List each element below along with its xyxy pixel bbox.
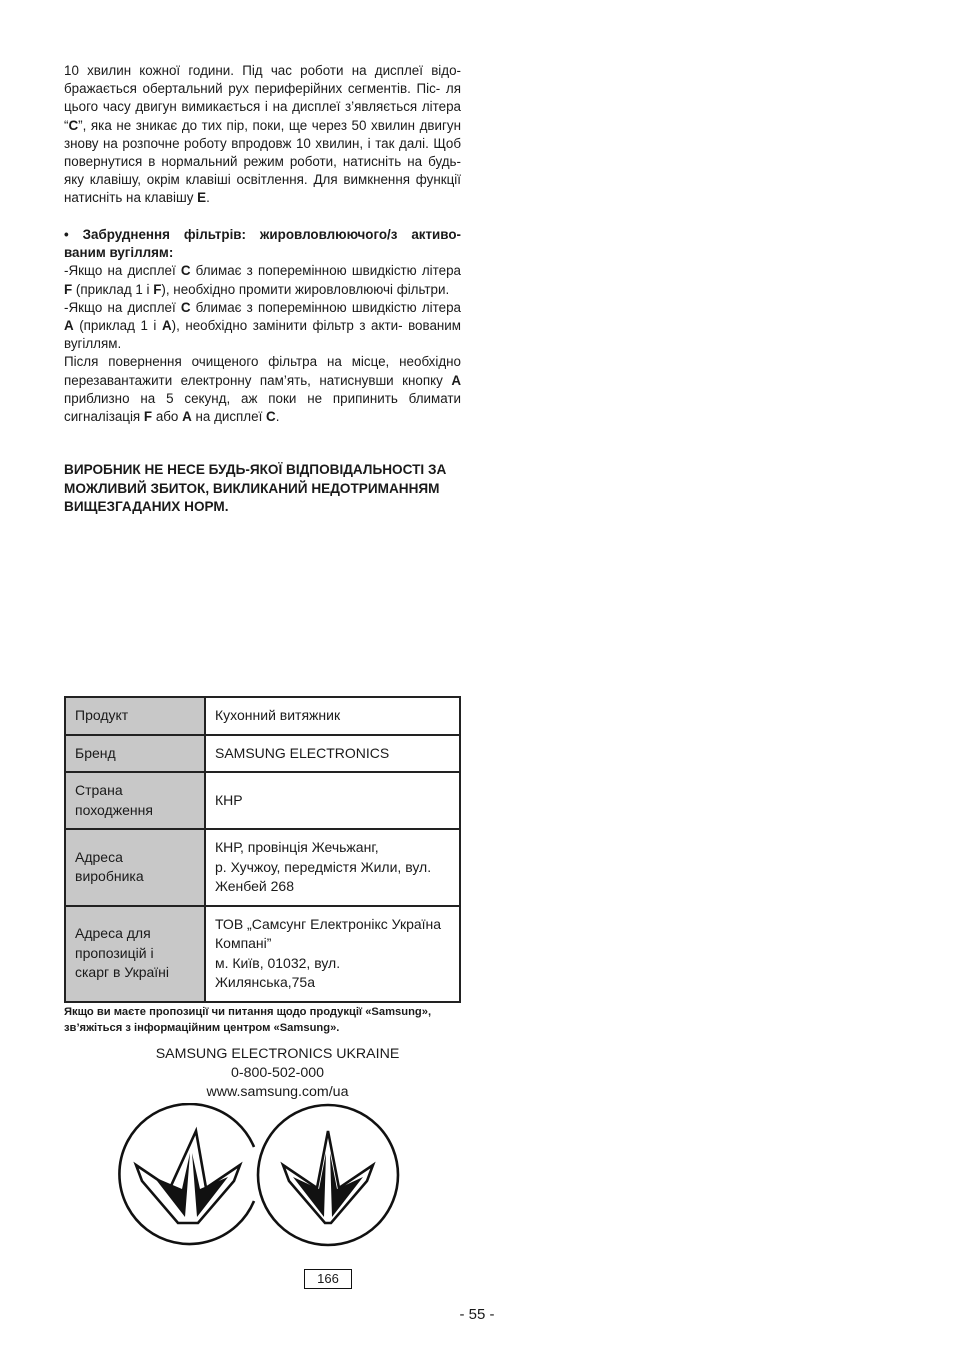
website-link[interactable]: www.samsung.com/ua — [206, 1084, 349, 1100]
label-line: Страна — [75, 782, 123, 798]
value-line: SAMSUNG ELECTRONICS — [215, 744, 390, 761]
carbon-filter-text: -Якщо на дисплеї C блимає з поперемінною швидкістю літера A (приклад 1 і A), необхідно замінити фільтр з акти- вованим вугіллям. — [64, 299, 461, 352]
liability-disclaimer — [64, 461, 461, 517]
label-line: пропозицій і — [75, 944, 154, 961]
value-line: Компані” — [215, 935, 272, 951]
grease-filter-text: -Якщо на дисплеї C блимає з поперемінною швидкістю літера F (приклад 1 і F), необхідно промити жировловлюючі фільтри. — [64, 263, 461, 297]
value-line: Жилянська,75а — [215, 974, 315, 990]
row-label — [65, 772, 205, 829]
ukrainian-conformity-mark-icon — [258, 1105, 398, 1245]
label-line: Продукт — [75, 707, 129, 723]
row-value — [205, 697, 460, 735]
filters-section — [64, 226, 461, 426]
disclaimer-line: МОЖЛИВИЙ ЗБИТОК, ВИКЛИКАНИЙ НЕДОТРИМАННЯМ — [64, 480, 440, 496]
conformity-marks — [118, 1103, 408, 1248]
label-line: Адреса — [75, 848, 123, 865]
contact-note: Якщо ви маєте пропозиції чи питання щодо продукції «Samsung», зв’яжіться з інформаційним центром «Samsung». — [64, 1006, 432, 1034]
row-label — [65, 735, 205, 773]
samsung-contact-block — [100, 1045, 455, 1102]
value-line: ТОВ „Самсунг Електронікс Україна — [215, 915, 442, 932]
label-line: Бренд — [75, 744, 116, 761]
row-label — [65, 906, 205, 1002]
table-row — [65, 772, 460, 829]
value-line: Женбей 268 — [215, 878, 294, 894]
table-row — [65, 735, 460, 773]
table-row — [65, 697, 460, 735]
row-value — [205, 906, 460, 1002]
intro-text: 10 хвилин кожної години. Під час роботи на дисплеї відо- бражається обертальний рух периферійних сегментів. Піс- ля цього часу двигун вимикається і на дисплеї з’являється літера “C”, яка не зникає до тих пір, поки, ще через 50 хвилин двигун знову на розпочне роботу впродовж 10 хвилин, і так далі. Щоб повернутися в нормальний режим роботи, натисніть на будь-яку клавішу, окрім клавіші освітлення. Для вимкнення функції натисніть на клавішу E. — [64, 63, 461, 206]
table-row — [65, 829, 460, 906]
company-name: SAMSUNG ELECTRONICS UKRAINE — [155, 1046, 400, 1062]
filters-heading: • Забруднення фільтрів: жировловлюючого/з активо- ваним вугіллям: — [64, 227, 461, 261]
value-line: м. Київ, 01032, вул. — [215, 954, 341, 971]
value-line: р. Хучжоу, передмістя Жили, вул. — [215, 858, 432, 875]
label-line: Адреса для — [75, 925, 151, 942]
disclaimer-line: ВИЩЕЗГАДАНИХ НОРМ. — [64, 499, 229, 515]
row-value — [205, 772, 460, 829]
certification-number: 166 — [304, 1269, 352, 1289]
value-line: Кухонний витяжник — [215, 707, 341, 723]
ukrainian-conformity-mark-icon — [119, 1104, 254, 1244]
label-line: скарг в Україні — [75, 964, 170, 981]
page-number: - 55 - — [459, 1306, 495, 1323]
row-value — [205, 735, 460, 773]
value-line: КНР, провінція Жечьжанг, — [215, 839, 379, 855]
row-value — [205, 829, 460, 906]
product-info-table — [64, 696, 461, 1003]
intro-paragraph — [64, 62, 461, 208]
row-label — [65, 697, 205, 735]
reset-memory-text: Після повернення очищеного фільтра на місце, необхідно перезавантажити електронну пам’ять, натиснувши кнопку A приблизно на 5 секунд, аж поки не припинить блимати сигналізація F або A на дисплеї C. — [64, 354, 461, 425]
row-label — [65, 829, 205, 906]
hotline-phone: 0-800-502-000 — [230, 1065, 325, 1081]
label-line: походження — [75, 801, 153, 818]
disclaimer-line: ВИРОБНИК НЕ НЕСЕ БУДЬ-ЯКОЇ ВІДПОВІДАЛЬНОСТІ ЗА — [64, 462, 447, 477]
value-line: КНР — [215, 791, 243, 808]
product-info-body — [65, 697, 460, 1002]
table-row — [65, 906, 460, 1002]
label-line: виробника — [75, 868, 144, 885]
